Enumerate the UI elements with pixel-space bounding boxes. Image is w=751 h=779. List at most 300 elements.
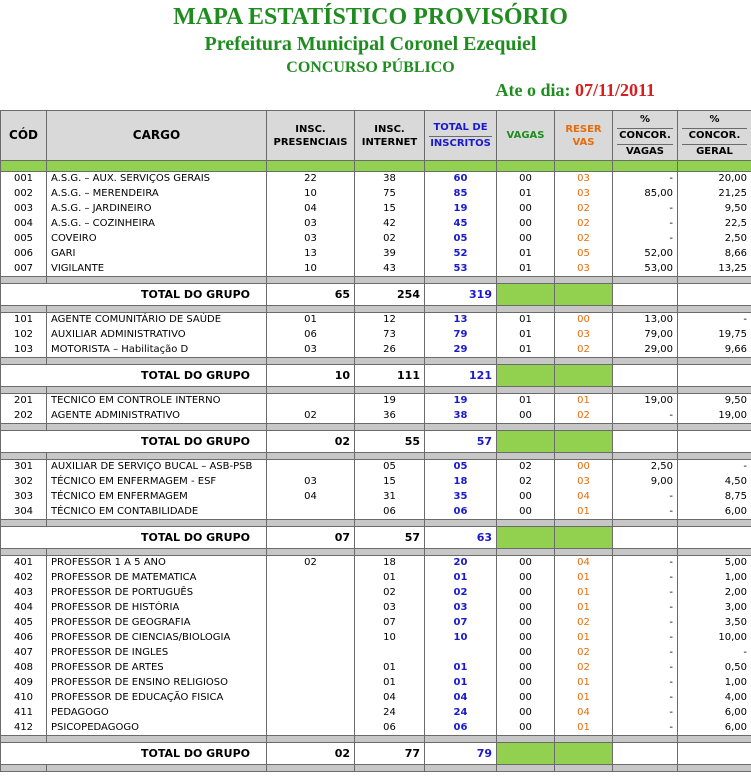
cell-total-inscritos: 53	[425, 262, 497, 277]
cell-insc-presenciais: 01	[267, 313, 355, 328]
cell-reservas: 02	[555, 202, 613, 217]
total-empty	[678, 527, 751, 549]
cell-concor-geral: 10,00	[678, 631, 751, 646]
total-vagas-box	[497, 527, 555, 549]
cell-insc-internet	[355, 646, 425, 661]
col-reservas: RESER VAS	[555, 111, 613, 161]
cell-total-inscritos: 20	[425, 556, 497, 571]
cell-total-inscritos: 01	[425, 571, 497, 586]
cell-cod: 003	[1, 202, 47, 217]
cell-reservas: 01	[555, 394, 613, 409]
cell-insc-presenciais	[267, 571, 355, 586]
cell-reservas: 01	[555, 586, 613, 601]
table-row	[1, 676, 751, 691]
cell-reservas: 02	[555, 661, 613, 676]
total-reservas-box	[555, 365, 613, 387]
group-total-row	[1, 527, 751, 549]
cell-vagas: 00	[497, 631, 555, 646]
cell-concor-vagas: -	[613, 232, 678, 247]
total-internet: 57	[355, 527, 425, 549]
cell-insc-internet: 01	[355, 571, 425, 586]
separator-band	[1, 358, 751, 365]
table-row	[1, 409, 751, 424]
table-row	[1, 571, 751, 586]
cell-concor-vagas: -	[613, 409, 678, 424]
table-row	[1, 172, 751, 187]
cell-concor-geral: 3,50	[678, 616, 751, 631]
cell-insc-presenciais	[267, 586, 355, 601]
cell-concor-vagas: -	[613, 691, 678, 706]
cell-cargo: PROFESSOR DE CIENCIAS/BIOLOGIA	[47, 631, 267, 646]
cell-cod: 402	[1, 571, 47, 586]
total-inscritos: 79	[425, 743, 497, 765]
cell-concor-vagas: -	[613, 661, 678, 676]
total-empty	[678, 743, 751, 765]
cell-cargo: PROFESSOR DE INGLES	[47, 646, 267, 661]
cell-insc-internet: 31	[355, 490, 425, 505]
table-row	[1, 586, 751, 601]
cell-cargo: A.S.G. – JARDINEIRO	[47, 202, 267, 217]
cell-concor-vagas: -	[613, 490, 678, 505]
table-row	[1, 262, 751, 277]
cell-cod: 304	[1, 505, 47, 520]
date-label: Ate o dia:	[495, 80, 571, 100]
table-row	[1, 202, 751, 217]
cell-concor-vagas: 2,50	[613, 460, 678, 475]
table-row	[1, 394, 751, 409]
cell-concor-geral: -	[678, 313, 751, 328]
cell-vagas: 00	[497, 691, 555, 706]
cell-concor-vagas: -	[613, 706, 678, 721]
cell-concor-vagas: -	[613, 721, 678, 736]
total-reservas-box	[555, 431, 613, 453]
cell-insc-internet: 07	[355, 616, 425, 631]
cell-concor-geral: 1,00	[678, 676, 751, 691]
cell-concor-geral: 2,00	[678, 586, 751, 601]
header-row	[1, 111, 751, 161]
cell-reservas: 02	[555, 409, 613, 424]
cell-concor-vagas: 29,00	[613, 343, 678, 358]
table-row	[1, 490, 751, 505]
cell-cargo: GARI	[47, 247, 267, 262]
cell-concor-vagas: -	[613, 601, 678, 616]
page-subtitle: Prefeitura Municipal Coronel Ezequiel	[204, 33, 537, 55]
cell-cargo: AUXILIAR DE SERVIÇO BUCAL – ASB-PSB	[47, 460, 267, 475]
cell-reservas: 01	[555, 721, 613, 736]
cell-concor-vagas: -	[613, 505, 678, 520]
col-vagas: VAGAS	[497, 111, 555, 161]
cell-cod: 403	[1, 586, 47, 601]
cell-reservas: 00	[555, 313, 613, 328]
cell-cod: 406	[1, 631, 47, 646]
cell-vagas: 00	[497, 556, 555, 571]
total-inscritos: 57	[425, 431, 497, 453]
cell-cargo: PSICOPEDAGOGO	[47, 721, 267, 736]
cell-cargo: PROFESSOR 1 A 5 ANO	[47, 556, 267, 571]
green-band	[1, 161, 751, 172]
cell-concor-geral: 21,25	[678, 187, 751, 202]
group-total-row	[1, 365, 751, 387]
cell-concor-geral: 3,00	[678, 601, 751, 616]
contest-label: CONCURSO PÚBLICO	[286, 59, 455, 76]
total-reservas-box	[555, 743, 613, 765]
cell-insc-presenciais: 06	[267, 328, 355, 343]
cell-total-inscritos: 07	[425, 616, 497, 631]
cell-reservas: 02	[555, 646, 613, 661]
cell-reservas: 03	[555, 187, 613, 202]
cell-cargo: A.S.G. – COZINHEIRA	[47, 217, 267, 232]
cell-concor-geral: 1,00	[678, 571, 751, 586]
cell-concor-vagas: -	[613, 217, 678, 232]
total-empty	[613, 743, 678, 765]
total-vagas-box	[497, 431, 555, 453]
table-row	[1, 691, 751, 706]
cell-cargo: TÉCNICO EM ENFERMAGEM - ESF	[47, 475, 267, 490]
table-row	[1, 706, 751, 721]
cell-reservas: 04	[555, 706, 613, 721]
cell-cod: 301	[1, 460, 47, 475]
cell-cod: 412	[1, 721, 47, 736]
table-row	[1, 556, 751, 571]
cell-insc-internet: 15	[355, 202, 425, 217]
cell-total-inscritos: 38	[425, 409, 497, 424]
separator-band	[1, 765, 751, 772]
cell-total-inscritos: 19	[425, 394, 497, 409]
table-row	[1, 661, 751, 676]
cell-insc-presenciais	[267, 505, 355, 520]
group-total-row	[1, 743, 751, 765]
cell-insc-internet: 04	[355, 691, 425, 706]
col-concor-geral: % CONCOR. GERAL	[678, 111, 751, 161]
total-label: TOTAL DO GRUPO	[1, 365, 267, 387]
cell-reservas: 05	[555, 247, 613, 262]
separator-band	[1, 520, 751, 527]
cell-insc-internet: 39	[355, 247, 425, 262]
cell-cargo: PROFESSOR DE EDUCAÇÃO FISICA	[47, 691, 267, 706]
cell-vagas: 00	[497, 217, 555, 232]
cell-concor-geral: 9,50	[678, 202, 751, 217]
total-presenciais: 02	[267, 431, 355, 453]
total-label: TOTAL DO GRUPO	[1, 527, 267, 549]
cell-concor-vagas: 19,00	[613, 394, 678, 409]
cell-vagas: 02	[497, 475, 555, 490]
cell-insc-presenciais: 03	[267, 343, 355, 358]
cell-reservas: 01	[555, 631, 613, 646]
total-vagas-box	[497, 284, 555, 306]
table-row	[1, 646, 751, 661]
cell-insc-presenciais: 04	[267, 202, 355, 217]
cell-concor-geral: 6,00	[678, 706, 751, 721]
cell-cod: 201	[1, 394, 47, 409]
cell-insc-internet: 12	[355, 313, 425, 328]
cell-cargo: PROFESSOR DE HISTÓRIA	[47, 601, 267, 616]
cell-vagas: 00	[497, 661, 555, 676]
cell-insc-internet: 18	[355, 556, 425, 571]
table-row	[1, 187, 751, 202]
cell-total-inscritos: 19	[425, 202, 497, 217]
total-internet: 254	[355, 284, 425, 306]
cell-concor-geral: 8,66	[678, 247, 751, 262]
cell-insc-internet: 73	[355, 328, 425, 343]
cell-cod: 002	[1, 187, 47, 202]
cell-cargo: TÉCNICO EM ENFERMAGEM	[47, 490, 267, 505]
cell-cargo: PROFESSOR DE ARTES	[47, 661, 267, 676]
cell-concor-vagas: 53,00	[613, 262, 678, 277]
total-label: TOTAL DO GRUPO	[1, 431, 267, 453]
cell-cod: 101	[1, 313, 47, 328]
cell-concor-geral: 20,00	[678, 172, 751, 187]
total-label: TOTAL DO GRUPO	[1, 743, 267, 765]
cell-cargo: AUXILIAR ADMINISTRATIVO	[47, 328, 267, 343]
table-row	[1, 475, 751, 490]
table-row	[1, 343, 751, 358]
col-concor-vagas: % CONCOR. VAGAS	[613, 111, 678, 161]
cell-insc-presenciais: 03	[267, 217, 355, 232]
cell-vagas: 00	[497, 409, 555, 424]
table-row	[1, 631, 751, 646]
cell-cod: 410	[1, 691, 47, 706]
cell-insc-presenciais	[267, 661, 355, 676]
cell-reservas: 01	[555, 691, 613, 706]
cell-insc-presenciais: 22	[267, 172, 355, 187]
cell-insc-internet: 05	[355, 460, 425, 475]
cell-cod: 405	[1, 616, 47, 631]
separator-band	[1, 277, 751, 284]
cell-cargo: AGENTE ADMINISTRATIVO	[47, 409, 267, 424]
cell-concor-vagas: -	[613, 202, 678, 217]
cell-cargo: MOTORISTA – Habilitação D	[47, 343, 267, 358]
cell-concor-vagas: 85,00	[613, 187, 678, 202]
cell-vagas: 01	[497, 313, 555, 328]
cell-reservas: 01	[555, 601, 613, 616]
cell-vagas: 00	[497, 601, 555, 616]
cell-cod: 408	[1, 661, 47, 676]
cell-total-inscritos: 06	[425, 505, 497, 520]
cell-insc-internet: 38	[355, 172, 425, 187]
cell-total-inscritos: 29	[425, 343, 497, 358]
cell-insc-internet: 01	[355, 676, 425, 691]
cell-cargo: A.S.G. – MERENDEIRA	[47, 187, 267, 202]
cell-concor-vagas: -	[613, 586, 678, 601]
page-title: MAPA ESTATÍSTICO PROVISÓRIO	[173, 4, 568, 30]
cell-insc-internet: 15	[355, 475, 425, 490]
cell-concor-geral: 2,50	[678, 232, 751, 247]
cell-vagas: 01	[497, 328, 555, 343]
cell-total-inscritos: 18	[425, 475, 497, 490]
cell-concor-vagas: -	[613, 676, 678, 691]
cell-concor-vagas: -	[613, 646, 678, 661]
cell-concor-vagas: 52,00	[613, 247, 678, 262]
cell-total-inscritos: 60	[425, 172, 497, 187]
cell-reservas: 01	[555, 571, 613, 586]
cell-vagas: 00	[497, 202, 555, 217]
cell-reservas: 04	[555, 490, 613, 505]
cell-vagas: 00	[497, 676, 555, 691]
cell-cod: 411	[1, 706, 47, 721]
cell-insc-presenciais: 04	[267, 490, 355, 505]
table-row	[1, 721, 751, 736]
cell-concor-geral: 8,75	[678, 490, 751, 505]
cell-reservas: 03	[555, 172, 613, 187]
cell-total-inscritos: 02	[425, 586, 497, 601]
group-total-row	[1, 431, 751, 453]
table-row	[1, 313, 751, 328]
cell-cargo: PROFESSOR DE MATEMATICA	[47, 571, 267, 586]
cell-cod: 409	[1, 676, 47, 691]
total-empty	[613, 365, 678, 387]
cell-concor-geral: 19,75	[678, 328, 751, 343]
cell-reservas: 03	[555, 328, 613, 343]
table-row	[1, 328, 751, 343]
cell-insc-presenciais	[267, 691, 355, 706]
cell-vagas: 00	[497, 490, 555, 505]
total-empty	[613, 284, 678, 306]
total-empty	[613, 527, 678, 549]
cell-reservas: 02	[555, 217, 613, 232]
cell-concor-vagas: 79,00	[613, 328, 678, 343]
cell-reservas: 01	[555, 676, 613, 691]
cell-concor-vagas: -	[613, 631, 678, 646]
cell-cargo: PROFESSOR DE GEOGRAFIA	[47, 616, 267, 631]
cell-concor-geral: 0,50	[678, 661, 751, 676]
cell-cod: 004	[1, 217, 47, 232]
cell-concor-geral: 9,50	[678, 394, 751, 409]
cell-vagas: 01	[497, 187, 555, 202]
cell-concor-vagas: -	[613, 172, 678, 187]
total-label: TOTAL DO GRUPO	[1, 284, 267, 306]
cell-total-inscritos: 79	[425, 328, 497, 343]
cell-total-inscritos: 85	[425, 187, 497, 202]
cell-cargo: A.S.G. – AUX. SERVIÇOS GERAIS	[47, 172, 267, 187]
col-cargo: CARGO	[47, 111, 267, 161]
cell-insc-internet: 19	[355, 394, 425, 409]
cell-cargo: TECNICO EM CONTROLE INTERNO	[47, 394, 267, 409]
cell-insc-presenciais: 03	[267, 232, 355, 247]
cell-concor-geral: 6,00	[678, 721, 751, 736]
cell-insc-presenciais: 10	[267, 262, 355, 277]
table-row	[1, 505, 751, 520]
cell-cargo: COVEIRO	[47, 232, 267, 247]
cell-cargo: VIGILANTE	[47, 262, 267, 277]
cell-total-inscritos: 01	[425, 661, 497, 676]
total-empty	[678, 284, 751, 306]
cell-vagas: 00	[497, 172, 555, 187]
cell-cod: 006	[1, 247, 47, 262]
cell-vagas: 01	[497, 394, 555, 409]
table-row	[1, 460, 751, 475]
cell-vagas: 00	[497, 721, 555, 736]
cell-concor-geral: 5,00	[678, 556, 751, 571]
cell-vagas: 01	[497, 343, 555, 358]
cell-cod: 007	[1, 262, 47, 277]
cell-cod: 001	[1, 172, 47, 187]
cell-concor-geral: 6,00	[678, 505, 751, 520]
separator-band	[1, 424, 751, 431]
cell-insc-internet: 01	[355, 661, 425, 676]
cell-vagas: 00	[497, 232, 555, 247]
cell-insc-presenciais	[267, 646, 355, 661]
table-row	[1, 232, 751, 247]
stats-table	[0, 110, 751, 772]
cell-cod: 102	[1, 328, 47, 343]
cell-concor-geral: 4,50	[678, 475, 751, 490]
cell-vagas: 00	[497, 706, 555, 721]
cell-total-inscritos: 05	[425, 232, 497, 247]
cell-insc-presenciais: 02	[267, 409, 355, 424]
cell-cod: 103	[1, 343, 47, 358]
separator-band	[1, 306, 751, 313]
cell-vagas: 00	[497, 586, 555, 601]
cell-cod: 303	[1, 490, 47, 505]
cell-insc-internet: 26	[355, 343, 425, 358]
cell-total-inscritos: 05	[425, 460, 497, 475]
cell-cod: 407	[1, 646, 47, 661]
cell-insc-internet: 43	[355, 262, 425, 277]
cell-cod: 404	[1, 601, 47, 616]
cell-insc-internet: 02	[355, 586, 425, 601]
cell-total-inscritos: 52	[425, 247, 497, 262]
table-row	[1, 616, 751, 631]
cell-insc-internet: 10	[355, 631, 425, 646]
col-total-inscritos: TOTAL DE INSCRITOS	[425, 111, 497, 161]
total-reservas-box	[555, 527, 613, 549]
cell-vagas: 00	[497, 505, 555, 520]
cell-cargo: TÉCNICO EM CONTABILIDADE	[47, 505, 267, 520]
cell-insc-internet: 06	[355, 721, 425, 736]
cell-total-inscritos: 24	[425, 706, 497, 721]
date-line	[495, 80, 655, 101]
cell-insc-presenciais	[267, 616, 355, 631]
cell-reservas: 02	[555, 616, 613, 631]
cell-concor-geral: 22,5	[678, 217, 751, 232]
cell-cod: 302	[1, 475, 47, 490]
cell-reservas: 02	[555, 343, 613, 358]
cell-cargo: AGENTE COMUNITÁRIO DE SAÚDE	[47, 313, 267, 328]
cell-reservas: 01	[555, 505, 613, 520]
cell-reservas: 04	[555, 556, 613, 571]
total-empty	[678, 431, 751, 453]
cell-insc-presenciais: 03	[267, 475, 355, 490]
separator-band	[1, 736, 751, 743]
cell-concor-geral: 13,25	[678, 262, 751, 277]
total-internet: 111	[355, 365, 425, 387]
cell-total-inscritos: 45	[425, 217, 497, 232]
cell-cod: 005	[1, 232, 47, 247]
cell-insc-internet: 24	[355, 706, 425, 721]
cell-insc-presenciais	[267, 394, 355, 409]
cell-concor-vagas: -	[613, 571, 678, 586]
separator-band	[1, 453, 751, 460]
total-presenciais: 10	[267, 365, 355, 387]
cell-concor-geral: 4,00	[678, 691, 751, 706]
cell-insc-presenciais	[267, 676, 355, 691]
cell-insc-presenciais	[267, 460, 355, 475]
cell-total-inscritos: 06	[425, 721, 497, 736]
cell-insc-presenciais	[267, 631, 355, 646]
cell-insc-internet: 42	[355, 217, 425, 232]
cell-vagas: 02	[497, 460, 555, 475]
cell-total-inscritos: 04	[425, 691, 497, 706]
date-value: 07/11/2011	[574, 80, 655, 100]
cell-total-inscritos: 13	[425, 313, 497, 328]
cell-vagas: 01	[497, 262, 555, 277]
total-presenciais: 02	[267, 743, 355, 765]
cell-vagas: 00	[497, 616, 555, 631]
separator-band	[1, 387, 751, 394]
cell-insc-presenciais: 10	[267, 187, 355, 202]
cell-insc-internet: 36	[355, 409, 425, 424]
total-internet: 77	[355, 743, 425, 765]
